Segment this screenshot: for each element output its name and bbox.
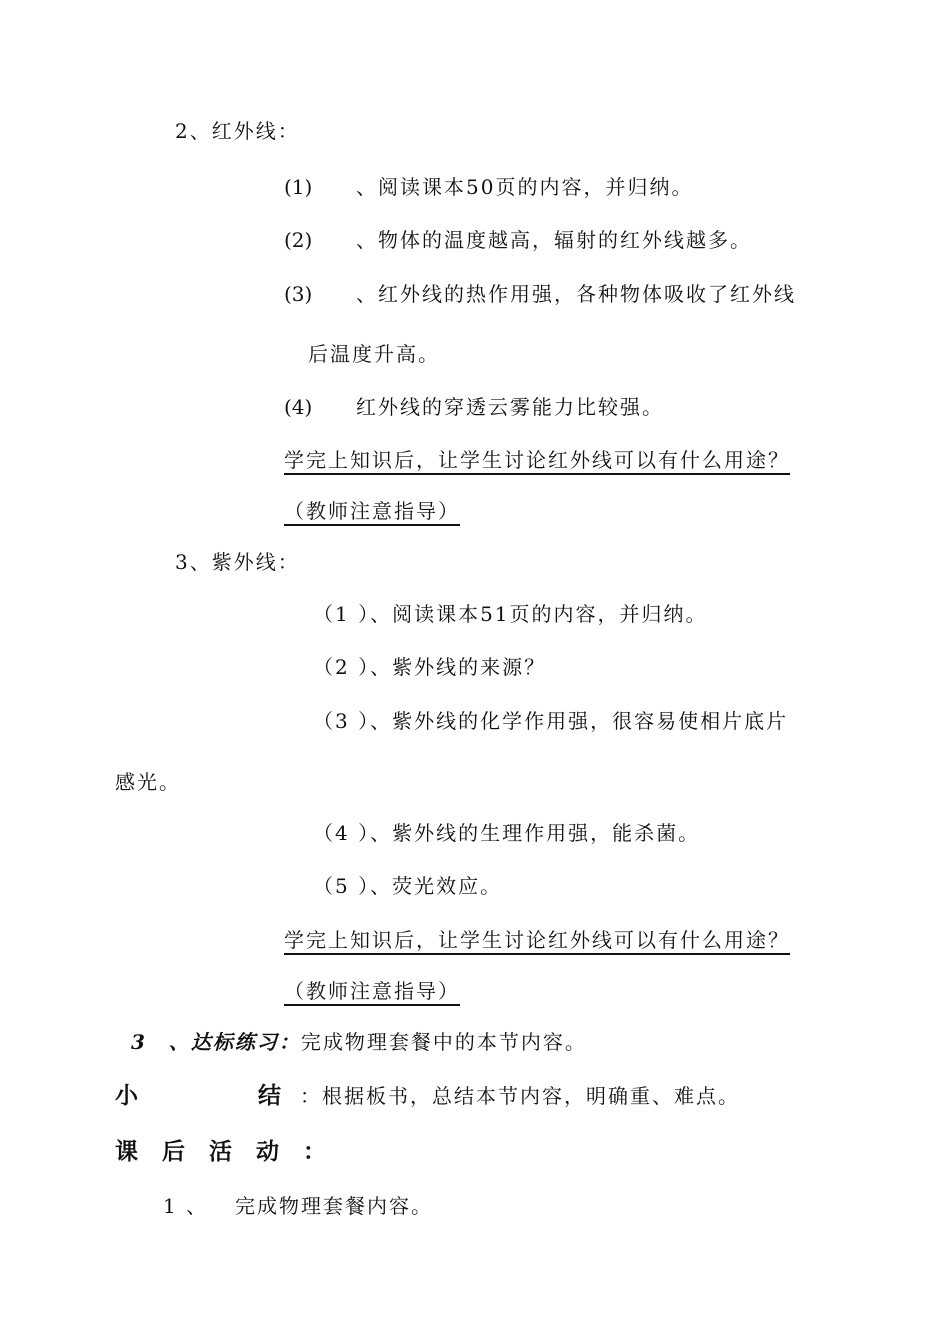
- item-number: 1 、: [163, 1194, 209, 1218]
- item-number: (2): [284, 228, 313, 252]
- after-class-item-1: [163, 1192, 433, 1220]
- item-number: (4): [284, 395, 313, 419]
- ultraviolet-item-5: （5 ）、荧光效应。: [313, 874, 503, 898]
- item-text: 、物体的温度越高，辐射的红外线越多。: [356, 228, 752, 252]
- summary-label-1: 小: [115, 1082, 140, 1109]
- infrared-discussion: 学完上知识后，让学生讨论红外线可以有什么用途？: [284, 448, 790, 472]
- item-text: 完成物理套餐内容。: [235, 1194, 433, 1218]
- item-text: 、红外线的热作用强，各种物体吸收了红外线: [356, 282, 796, 306]
- item-number: (3): [284, 282, 313, 306]
- infrared-teacher-note: （教师注意指导）: [284, 499, 460, 523]
- section-ultraviolet-title: 3、紫外线：: [175, 550, 300, 574]
- infrared-item-4: [284, 393, 664, 421]
- ultraviolet-discussion: 学完上知识后，让学生讨论红外线可以有什么用途？: [284, 928, 790, 952]
- ultraviolet-item-2: （2 ）、紫外线的来源？: [313, 655, 547, 679]
- practice-label: 3 、达标练习：: [131, 1030, 301, 1054]
- infrared-item-2: [284, 226, 752, 254]
- after-class-title: 课 后 活 动 ：: [115, 1138, 335, 1165]
- ultraviolet-teacher-note: （教师注意指导）: [284, 979, 460, 1003]
- infrared-item-3: [284, 280, 796, 308]
- summary-label-2: 结: [258, 1082, 283, 1109]
- infrared-item-3-continuation: 后温度升高。: [308, 342, 440, 366]
- summary-text: ：根据板书，总结本节内容，明确重、难点。: [300, 1084, 740, 1108]
- infrared-item-1: [284, 173, 693, 201]
- ultraviolet-item-4: （4 ）、紫外线的生理作用强，能杀菌。: [313, 821, 701, 845]
- item-text: 、阅读课本50页的内容，并归纳。: [356, 175, 694, 199]
- item-number: (1): [284, 175, 313, 199]
- section-infrared-title: 2、红外线：: [175, 119, 300, 143]
- item-text: 红外线的穿透云雾能力比较强。: [356, 395, 664, 419]
- ultraviolet-item-3-continuation: 感光。: [115, 770, 181, 794]
- ultraviolet-item-1: （1 ）、阅读课本51页的内容，并归纳。: [313, 602, 708, 626]
- ultraviolet-item-3: （3 ）、紫外线的化学作用强，很容易使相片底片: [313, 709, 789, 733]
- practice-line: [131, 1028, 587, 1056]
- practice-text: 完成物理套餐中的本节内容。: [300, 1030, 587, 1054]
